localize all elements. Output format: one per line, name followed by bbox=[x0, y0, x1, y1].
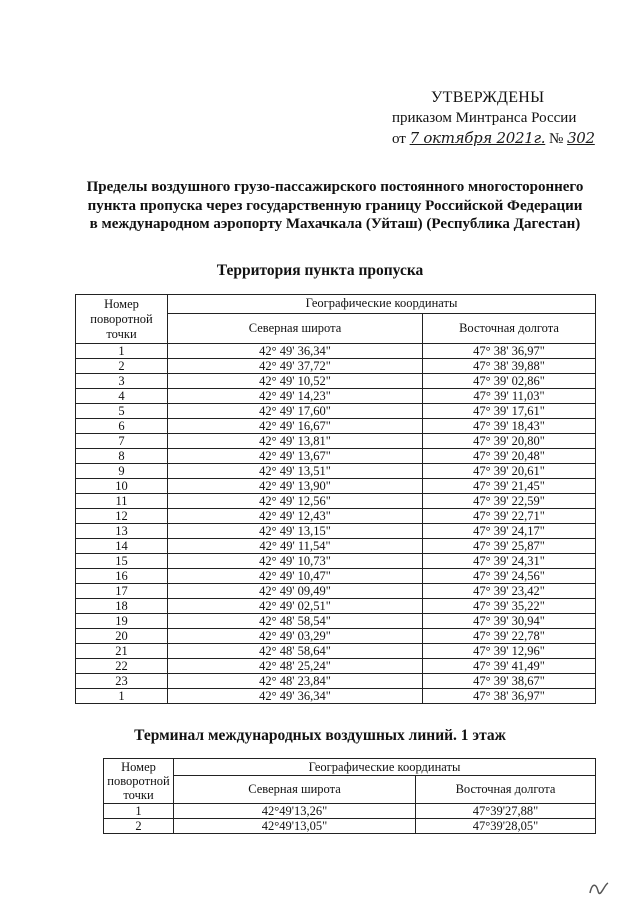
corner-mark-icon bbox=[586, 879, 612, 897]
latitude: 42° 49' 10,52" bbox=[168, 374, 423, 389]
col-lon-header: Восточная долгота bbox=[416, 776, 596, 804]
latitude: 42° 49' 12,56" bbox=[168, 494, 423, 509]
table-row bbox=[76, 689, 596, 704]
point-number: 13 bbox=[76, 524, 168, 539]
point-number: 6 bbox=[76, 419, 168, 434]
section1-heading: Территория пункта пропуска bbox=[216, 262, 424, 279]
table-row bbox=[76, 359, 596, 374]
latitude: 42° 49' 13,51" bbox=[168, 464, 423, 479]
longitude: 47° 38' 36,97" bbox=[423, 344, 596, 359]
latitude: 42° 49' 12,43" bbox=[168, 509, 423, 524]
longitude: 47° 38' 39,88" bbox=[423, 359, 596, 374]
point-number: 17 bbox=[76, 584, 168, 599]
territory-coordinates-table bbox=[75, 294, 596, 704]
point-number: 19 bbox=[76, 614, 168, 629]
point-number: 2 bbox=[76, 359, 168, 374]
approval-date-line bbox=[388, 128, 608, 149]
latitude: 42° 49' 13,67" bbox=[168, 449, 423, 464]
point-number: 22 bbox=[76, 659, 168, 674]
document-title-line: Пределы воздушного грузо-пассажирского постоянного многостороннего bbox=[86, 179, 584, 195]
point-number: 8 bbox=[76, 449, 168, 464]
approval-number: 302 bbox=[567, 129, 595, 147]
table-row bbox=[76, 389, 596, 404]
approval-date: 7 октября 2021г. bbox=[409, 129, 546, 147]
table-row bbox=[76, 599, 596, 614]
latitude: 42°49'13,26" bbox=[174, 804, 416, 819]
approval-number-label: № bbox=[549, 131, 564, 147]
latitude: 42° 49' 36,34" bbox=[168, 344, 423, 359]
table-row bbox=[76, 569, 596, 584]
table-row bbox=[76, 374, 596, 389]
table-row bbox=[76, 404, 596, 419]
latitude: 42° 49' 36,34" bbox=[168, 689, 423, 704]
longitude: 47° 39' 20,48" bbox=[423, 449, 596, 464]
latitude: 42° 49' 10,47" bbox=[168, 569, 423, 584]
latitude: 42° 49' 13,90" bbox=[168, 479, 423, 494]
longitude: 47° 39' 24,56" bbox=[423, 569, 596, 584]
table-row bbox=[76, 509, 596, 524]
point-number: 23 bbox=[76, 674, 168, 689]
latitude: 42° 48' 58,64" bbox=[168, 644, 423, 659]
approval-order: приказом Минтранса России bbox=[392, 110, 577, 126]
point-number: 18 bbox=[76, 599, 168, 614]
table-row bbox=[76, 449, 596, 464]
longitude: 47°39'28,05" bbox=[416, 819, 596, 834]
latitude: 42° 49' 13,81" bbox=[168, 434, 423, 449]
approval-block bbox=[388, 88, 608, 149]
point-number: 2 bbox=[104, 819, 174, 834]
document-title bbox=[70, 178, 600, 234]
latitude: 42° 49' 09,49" bbox=[168, 584, 423, 599]
table-row bbox=[104, 819, 596, 834]
longitude: 47° 39' 22,78" bbox=[423, 629, 596, 644]
longitude: 47° 39' 11,03" bbox=[423, 389, 596, 404]
table-row bbox=[76, 644, 596, 659]
table-row bbox=[76, 494, 596, 509]
latitude: 42° 49' 13,15" bbox=[168, 524, 423, 539]
longitude: 47° 39' 38,67" bbox=[423, 674, 596, 689]
point-number: 21 bbox=[76, 644, 168, 659]
longitude: 47° 39' 18,43" bbox=[423, 419, 596, 434]
col-number-header: Номер поворотной точки bbox=[76, 295, 168, 344]
table-row bbox=[76, 614, 596, 629]
table-row bbox=[76, 539, 596, 554]
longitude: 47° 39' 25,87" bbox=[423, 539, 596, 554]
table-row bbox=[76, 344, 596, 359]
col-geo-header: Географические координаты bbox=[168, 295, 596, 314]
point-number: 4 bbox=[76, 389, 168, 404]
table-row bbox=[76, 434, 596, 449]
longitude: 47° 39' 20,61" bbox=[423, 464, 596, 479]
longitude: 47°39'27,88" bbox=[416, 804, 596, 819]
longitude: 47° 39' 22,71" bbox=[423, 509, 596, 524]
table-row bbox=[76, 419, 596, 434]
latitude: 42° 49' 11,54" bbox=[168, 539, 423, 554]
table-row bbox=[76, 659, 596, 674]
point-number: 11 bbox=[76, 494, 168, 509]
longitude: 47° 39' 24,17" bbox=[423, 524, 596, 539]
table-row bbox=[76, 524, 596, 539]
longitude: 47° 39' 12,96" bbox=[423, 644, 596, 659]
point-number: 10 bbox=[76, 479, 168, 494]
col-geo-header: Географические координаты bbox=[174, 759, 596, 776]
longitude: 47° 39' 21,45" bbox=[423, 479, 596, 494]
longitude: 47° 38' 36,97" bbox=[423, 689, 596, 704]
table-row bbox=[76, 674, 596, 689]
approval-title: УТВЕРЖДЕНЫ bbox=[431, 89, 545, 106]
latitude: 42°49'13,05" bbox=[174, 819, 416, 834]
longitude: 47° 39' 30,94" bbox=[423, 614, 596, 629]
longitude: 47° 39' 35,22" bbox=[423, 599, 596, 614]
table-row bbox=[76, 464, 596, 479]
point-number: 16 bbox=[76, 569, 168, 584]
table-row bbox=[104, 804, 596, 819]
document-title-line: в международном аэропорту Махачкала (Уйташ) (Республика Дагестан) bbox=[89, 216, 581, 232]
latitude: 42° 49' 37,72" bbox=[168, 359, 423, 374]
longitude: 47° 39' 23,42" bbox=[423, 584, 596, 599]
point-number: 1 bbox=[76, 689, 168, 704]
point-number: 14 bbox=[76, 539, 168, 554]
point-number: 7 bbox=[76, 434, 168, 449]
col-number-header: Номер поворотной точки bbox=[104, 759, 174, 804]
latitude: 42° 48' 23,84" bbox=[168, 674, 423, 689]
longitude: 47° 39' 20,80" bbox=[423, 434, 596, 449]
col-lat-header: Северная широта bbox=[168, 313, 423, 343]
point-number: 1 bbox=[104, 804, 174, 819]
point-number: 15 bbox=[76, 554, 168, 569]
point-number: 5 bbox=[76, 404, 168, 419]
col-lat-header: Северная широта bbox=[174, 776, 416, 804]
approval-prefix: от bbox=[392, 131, 406, 147]
longitude: 47° 39' 24,31" bbox=[423, 554, 596, 569]
table-row bbox=[76, 479, 596, 494]
latitude: 42° 49' 03,29" bbox=[168, 629, 423, 644]
section2-heading: Терминал международных воздушных линий. 1 этаж bbox=[134, 727, 506, 744]
point-number: 12 bbox=[76, 509, 168, 524]
latitude: 42° 49' 02,51" bbox=[168, 599, 423, 614]
point-number: 3 bbox=[76, 374, 168, 389]
table-row bbox=[76, 629, 596, 644]
table-row bbox=[76, 584, 596, 599]
point-number: 1 bbox=[76, 344, 168, 359]
document-title-line: пункта пропуска через государственную границу Российской Федерации bbox=[87, 197, 583, 214]
point-number: 20 bbox=[76, 629, 168, 644]
latitude: 42° 49' 17,60" bbox=[168, 404, 423, 419]
latitude: 42° 48' 25,24" bbox=[168, 659, 423, 674]
longitude: 47° 39' 17,61" bbox=[423, 404, 596, 419]
longitude: 47° 39' 02,86" bbox=[423, 374, 596, 389]
longitude: 47° 39' 41,49" bbox=[423, 659, 596, 674]
table-row bbox=[76, 554, 596, 569]
point-number: 9 bbox=[76, 464, 168, 479]
latitude: 42° 49' 10,73" bbox=[168, 554, 423, 569]
terminal-coordinates-table bbox=[103, 758, 596, 834]
latitude: 42° 49' 16,67" bbox=[168, 419, 423, 434]
longitude: 47° 39' 22,59" bbox=[423, 494, 596, 509]
latitude: 42° 48' 58,54" bbox=[168, 614, 423, 629]
col-lon-header: Восточная долгота bbox=[423, 313, 596, 343]
latitude: 42° 49' 14,23" bbox=[168, 389, 423, 404]
